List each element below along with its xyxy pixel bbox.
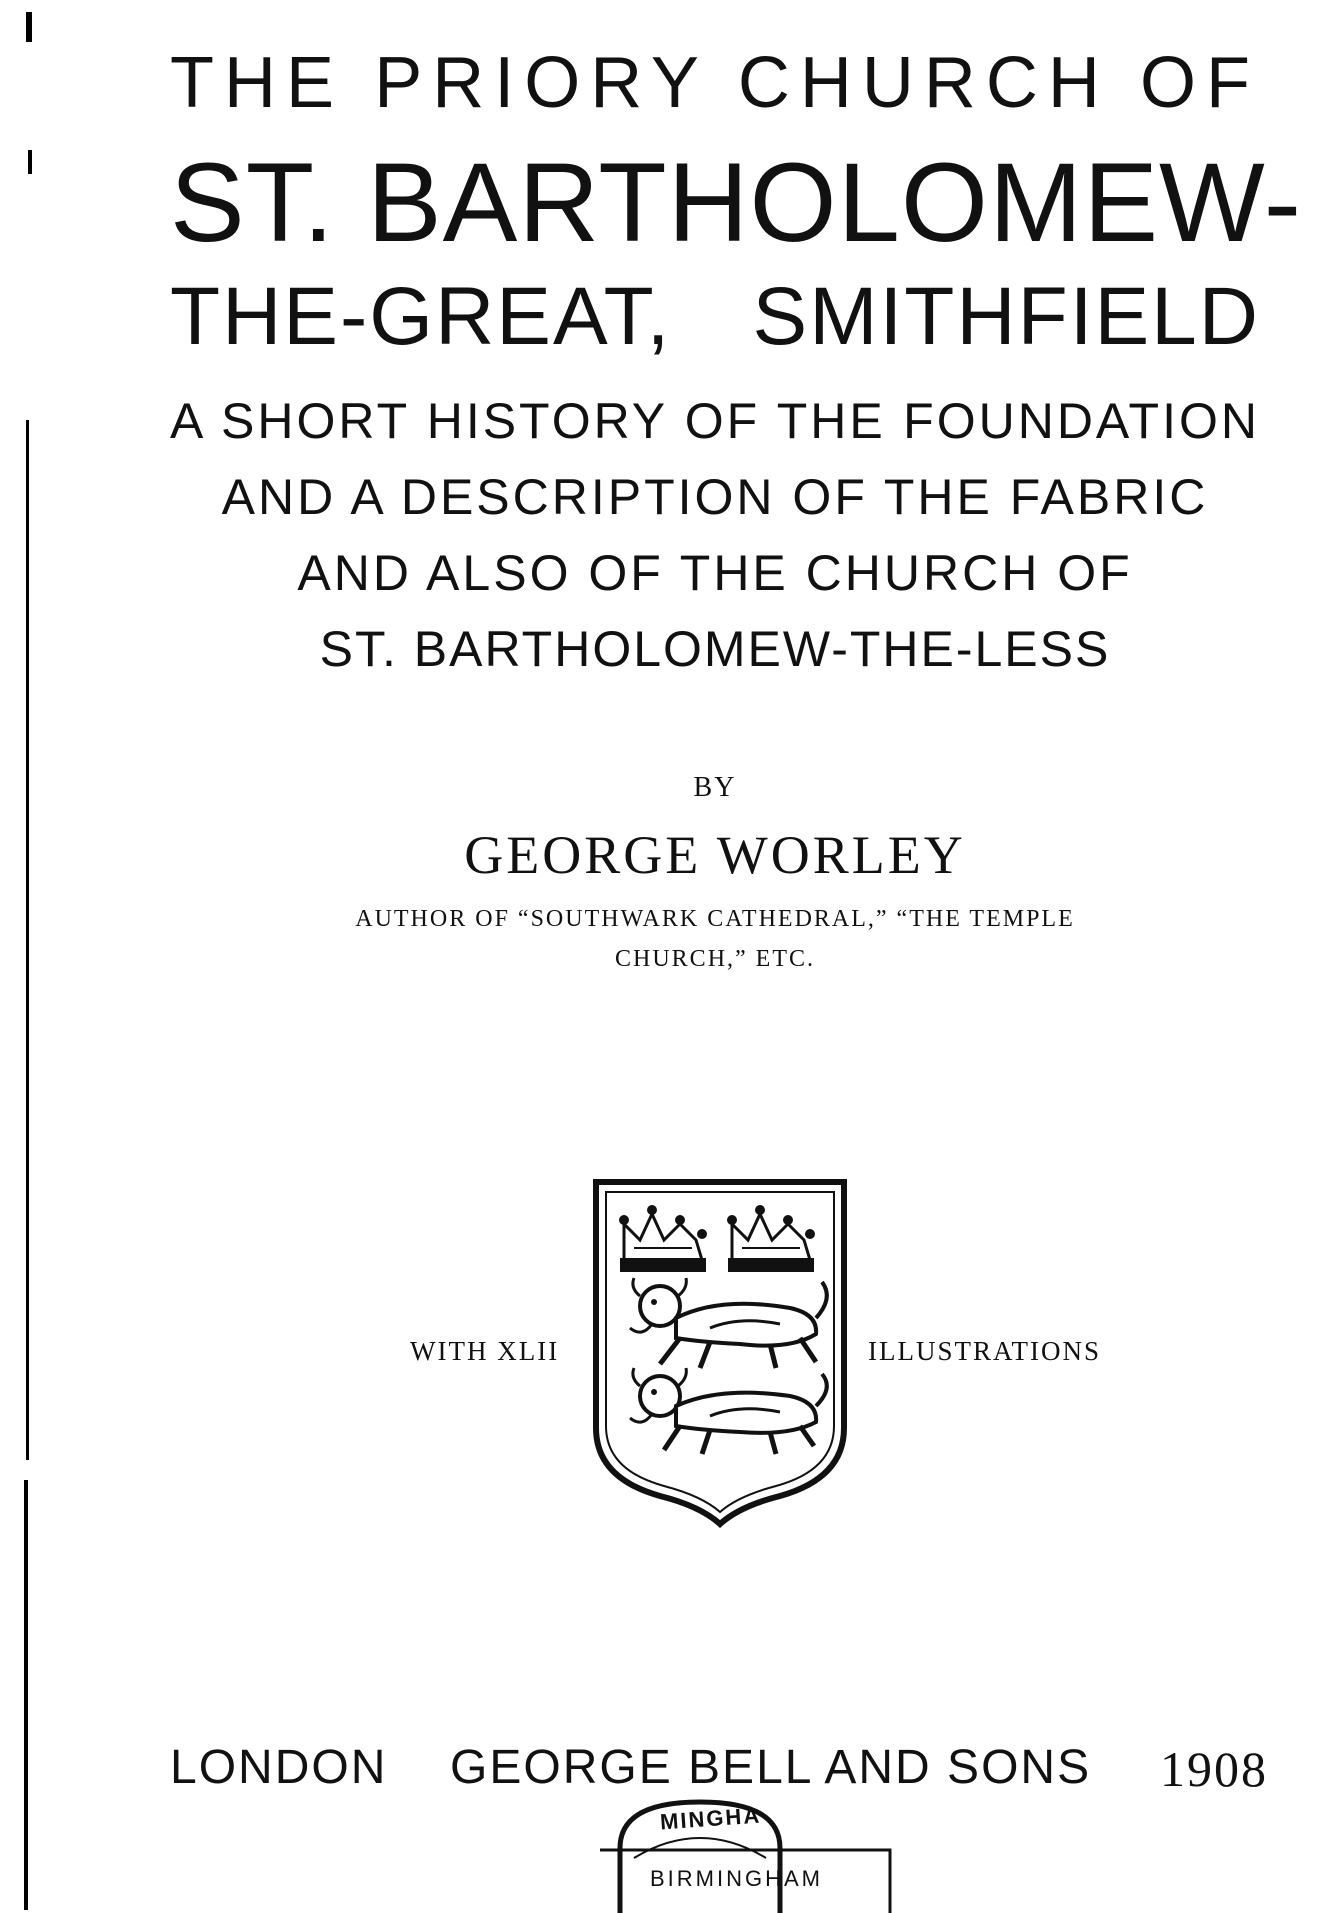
subtitle-line-1: A SHORT HISTORY OF THE FOUNDATION [170, 393, 1260, 449]
stamp-line-text: BIRMINGHAM [650, 1866, 823, 1891]
scan-edge-mark [28, 150, 32, 174]
scan-edge-line [26, 420, 29, 1460]
author-name: GEORGE WORLEY [464, 825, 966, 885]
title-line-3: THE-GREAT, SMITHFIELD [170, 271, 1260, 362]
subtitle-line-2: AND A DESCRIPTION OF THE FABRIC [221, 469, 1209, 525]
scan-edge-mark [26, 12, 32, 42]
imprint-city: LONDON [170, 1741, 388, 1794]
stamp-arc-text: MINGHA [659, 1802, 762, 1835]
subtitle-line-3: AND ALSO OF THE CHURCH OF [297, 545, 1133, 601]
illustrations-label: ILLUSTRATIONS [868, 1336, 1101, 1366]
author-credits-line-2: CHURCH,” ETC. [615, 946, 815, 972]
imprint-year: 1908 [1160, 1741, 1268, 1797]
byline-by: BY [693, 772, 737, 803]
title-line-2: ST. BARTHOLOMEW- [170, 140, 1303, 265]
author-credits-line-1: AUTHOR OF “SOUTHWARK CATHEDRAL,” “THE TEMPLE [355, 906, 1075, 932]
subtitle-line-4: ST. BARTHOLOMEW-THE-LESS [319, 621, 1111, 677]
title-line-1: THE PRIORY CHURCH OF [170, 43, 1260, 123]
illustrations-count: WITH XLII [410, 1336, 560, 1366]
scan-edge-line [24, 1480, 28, 1910]
heraldic-shield-icon [590, 1178, 850, 1528]
imprint-publisher: GEORGE BELL AND SONS [450, 1741, 1092, 1794]
